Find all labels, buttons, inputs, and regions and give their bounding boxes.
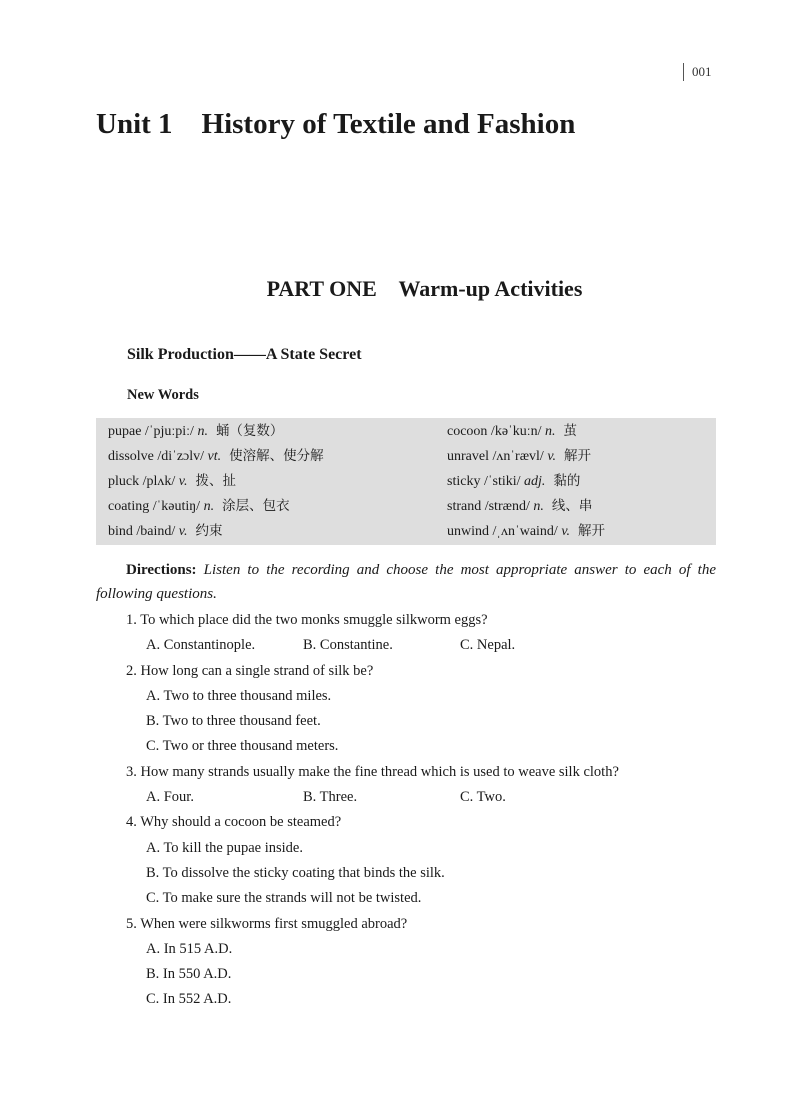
option: C. Nepal. [460, 637, 516, 654]
vocab-entry: bind /baind/ v. 约束 [108, 523, 223, 539]
vocabulary-box [96, 418, 716, 545]
option-row [126, 785, 716, 810]
option: C. In 552 A.D. [146, 991, 232, 1008]
vocab-entry: sticky /ˈstiki/ adj. 黏的 [447, 473, 581, 489]
option: B. Two to three thousand feet. [146, 713, 321, 730]
option: B. Three. [303, 789, 358, 806]
directions-text: Listen to the recording and choose the most appropriate answer to each of the following questions. [96, 562, 716, 602]
vocab-entry: strand /strænd/ n. 线、串 [447, 498, 593, 514]
question: 1. To which place did the two monks smuggle silkworm eggs? [126, 612, 488, 628]
directions-label: Directions: [126, 562, 197, 578]
vocab-entry: dissolve /diˈzɔlv/ vt. 使溶解、使分解 [108, 448, 324, 464]
option: B. Constantine. [303, 637, 393, 654]
option: A. Two to three thousand miles. [146, 687, 332, 704]
question: 2. How long can a single strand of silk be? [126, 662, 374, 679]
section-title: Silk Production——A State Secret [127, 346, 362, 363]
option: C. Two or three thousand meters. [146, 738, 339, 755]
option: A. In 515 A.D. [146, 940, 233, 957]
directions [96, 558, 716, 606]
vocab-entry: pluck /plʌk/ v. 拨、扯 [108, 473, 236, 489]
option: A. Four. [146, 789, 194, 806]
question: 5. When were silkworms first smuggled abroad? [126, 915, 408, 932]
vocab-entry: unravel /ʌnˈrævl/ v. 解开 [447, 448, 591, 464]
question-list [126, 608, 716, 1013]
part-title: PART ONE Warm-up Activities [266, 276, 583, 301]
new-words-label: New Words [127, 387, 199, 403]
option: A. To kill the pupae inside. [146, 839, 303, 856]
option: B. To dissolve the sticky coating that binds the silk. [146, 864, 445, 881]
option: B. In 550 A.D. [146, 966, 232, 983]
vocab-entry: cocoon /kəˈkuːn/ n. 茧 [447, 423, 577, 439]
unit-title: Unit 1 History of Textile and Fashion [96, 108, 576, 140]
vocab-entry: coating /ˈkəutiŋ/ n. 涂层、包衣 [108, 498, 290, 514]
option: A. Constantinople. [146, 637, 256, 654]
vocab-entry: pupae /ˈpjuːpiː/ n. 蛹（复数） [108, 423, 284, 439]
vocab-entry: unwind /ˌʌnˈwaind/ v. 解开 [447, 523, 606, 539]
option-row [126, 633, 716, 658]
option: C. To make sure the strands will not be twisted. [146, 890, 422, 907]
question: 4. Why should a cocoon be steamed? [126, 814, 342, 831]
question: 3. How many strands usually make the fine thread which is used to weave silk cloth? [126, 763, 619, 780]
option: C. Two. [460, 789, 506, 806]
page-number: 001 [683, 63, 712, 81]
